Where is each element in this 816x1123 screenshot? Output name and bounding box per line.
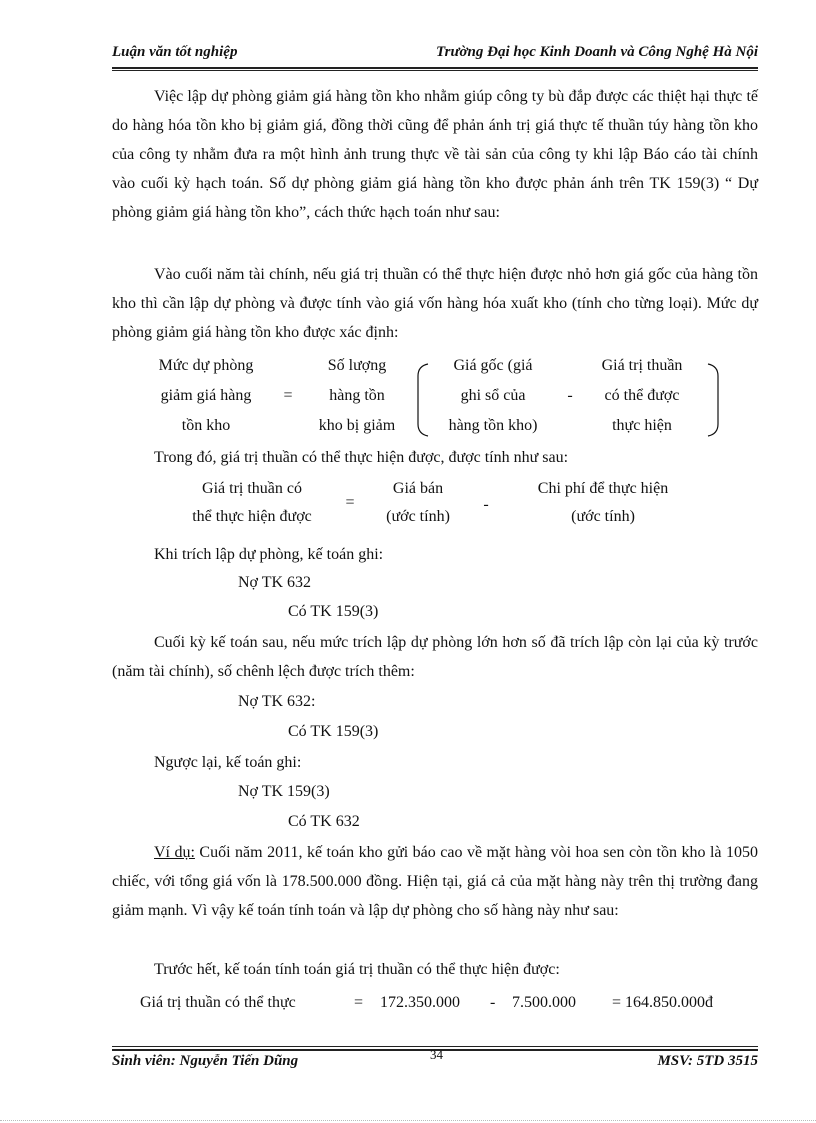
- paragraph-net-value-intro: Trong đó, giá trị thuần có thể thực hiện được, được tính như sau:: [154, 449, 569, 466]
- paragraph-intro: Việc lập dự phòng giảm giá hàng tồn kho nhằm giúp công ty bù đắp được các thiệt hại thực tế do hàng hóa tồn kho bị giảm giá, đồng thời cũng để phản ánh trị giá thực tế thuần túy hàng tồn kho của công ty nhằm đưa ra một hình ảnh trung thực về tài sản của công ty khi lập Báo cáo tài chính vào cuối kỳ hạch toán. Số dự phòng giảm giá hàng tồn kho được phản ánh trên TK 159(3) “ Dự phòng giảm giá hàng tồn kho”, cách thức hạch toán như sau:: [112, 88, 758, 221]
- calc-minus: -: [490, 994, 496, 1011]
- paragraph-reversal: Ngược lại, kế toán ghi:: [154, 754, 302, 771]
- entry1-credit: Có TK 159(3): [288, 603, 379, 620]
- entry1-debit: Nợ TK 632: [238, 574, 312, 591]
- formula1-col4-line3: thực hiện: [612, 417, 672, 434]
- formula2-col3-line1: Chi phí để thực hiện: [537, 480, 669, 497]
- header-university: Trường Đại học Kinh Doanh và Công Nghệ Hà Nội: [436, 44, 758, 60]
- page-footer: [112, 1047, 758, 1075]
- right-bracket-icon: [706, 362, 722, 438]
- calc-result: = 164.850.000đ: [612, 994, 714, 1011]
- formula1-col2-line3: kho bị giảm: [318, 417, 396, 434]
- paragraph-year-end: Vào cuối năm tài chính, nếu giá trị thuần có thể thực hiện được nhỏ hơn giá gốc của hàng tồn kho thì cần lập dự phòng và được tính vào giá vốn hàng hóa xuất kho (tính cho từng loại). Mức dự phòng giảm giá hàng tồn kho được xác định:: [112, 266, 758, 341]
- entry3-debit: Nợ TK 159(3): [238, 783, 330, 800]
- footer-student: Sinh viên: Nguyễn Tiến Dũng: [112, 1053, 299, 1069]
- calc-equals: =: [354, 994, 364, 1011]
- page-edge-dotted-line: [0, 1120, 816, 1121]
- footer-student-id: MSV: 5TD 3515: [657, 1053, 758, 1069]
- formula1-col1-line2: giảm giá hàng: [160, 387, 252, 404]
- entry3-credit: Có TK 632: [288, 813, 360, 830]
- paragraph-provision-entry: Khi trích lập dự phòng, kế toán ghi:: [154, 546, 384, 563]
- formula1-col4-line1: Giá trị thuần: [601, 357, 683, 374]
- formula2-col1-line2: thể thực hiện được: [192, 508, 312, 525]
- formula1-minus: -: [567, 387, 573, 404]
- formula1-col1-line1: Mức dự phòng: [158, 357, 254, 374]
- example-text: Cuối năm 2011, kế toán kho gửi báo cao về mặt hàng vòi hoa sen còn tồn kho là 1050 chiếc, với tổng giá vốn là 178.500.000 đồng. Hiện tại, giá cả của mặt hàng này trên thị trường đang giảm mạnh. Vì vậy kế toán tính toán và lập dự phòng cho số hàng này như sau:: [112, 844, 758, 919]
- example-label: Ví dụ:: [154, 844, 195, 861]
- formula1-col3-line2: ghi sổ của: [460, 387, 526, 404]
- formula1-col4-line2: có thể được: [604, 387, 680, 404]
- formula1-col3-line3: hàng tồn kho): [448, 417, 538, 434]
- header-rule: [112, 67, 758, 69]
- formula1-col2-line1: Số lượng: [327, 357, 387, 374]
- formula2-col2-line2: (ước tính): [386, 508, 450, 525]
- formula1-equals: =: [283, 387, 293, 404]
- calc-label: Giá trị thuần có thể thực: [140, 994, 296, 1011]
- formula2-col1-line1: Giá trị thuần có: [202, 480, 302, 497]
- formula2-minus: -: [483, 496, 489, 513]
- entry2-credit: Có TK 159(3): [288, 723, 379, 740]
- formula1-col1-line3: tồn kho: [181, 417, 231, 434]
- formula2-col2-line1: Giá bán: [392, 480, 444, 497]
- paragraph-calc-intro: Trước hết, kế toán tính toán giá trị thuần có thể thực hiện được:: [154, 961, 560, 978]
- paragraph-next-period: Cuối kỳ kế toán sau, nếu mức trích lập dự phòng lớn hơn số đã trích lập còn lại của kỳ trước (năm tài chính), số chênh lệch được trích thêm:: [112, 634, 758, 680]
- formula1-col3-line1: Giá gốc (giá: [453, 357, 533, 374]
- page-number: 34: [430, 1047, 443, 1062]
- calc-value-b: 7.500.000: [512, 994, 576, 1011]
- formula2-col3-line2: (ước tính): [571, 508, 635, 525]
- formula2-equals: =: [345, 494, 355, 511]
- header-thesis-title: Luận văn tốt nghiệp: [112, 44, 238, 60]
- paragraph-example: [112, 838, 758, 925]
- entry2-debit: Nợ TK 632:: [238, 693, 316, 710]
- header-rule-thin: [112, 70, 758, 71]
- formula1-col2-line2: hàng tồn: [329, 387, 385, 404]
- page-header: [112, 44, 758, 66]
- calc-value-a: 172.350.000: [380, 994, 460, 1011]
- left-bracket-icon: [414, 362, 430, 438]
